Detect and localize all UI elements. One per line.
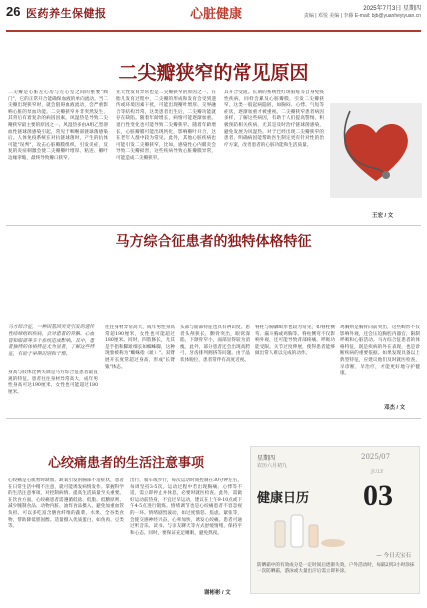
section-title: 心脏健康 [190,6,243,21]
issue-date: 2025年7月3日 星期四 [363,6,421,12]
article2-col5: 鸡胸则是胸骨向前突出，这些畸形不仅影响外观，还会压迫胸腔内器官，限制呼吸和心脏活动。马方综合征患者的体格特征，既是疾病的外在表现，也是诊断疾病的重要依据。如果发现具备以上典型特征，应建议他们及时就医检查，早诊断，早治疗，才能更好地守护健康。 [340,325,420,377]
divider-2 [6,418,421,419]
article1-col1: 二尖瓣是心脏左心房与左心室之间的重要"阀门"，它的正常开合能确保血液的单向流动。当二尖瓣出现狭窄时，就会阻碍血液流动，会严重影响心脏的泵血功能。二尖瓣狭窄并非突然发生，其背后有着复杂的病因因素。风湿热是导致二尖瓣狭窄最主要的原因之一。风湿热多由A组乙型溶血性链球菌感染引起，常见于咽喉部链球菌感染后。人体免疫系统在对抗链球菌时，产生的抗体可能"误判"，攻击心脏瓣膜组织，引发炎症，反复的炎症刺激会使二尖瓣瓣叶增厚、粘连、瓣叶边缘挛缩，最终导致瓣口狭窄。 [8,90,108,161]
article3-title: 心绞痛患者的生活注意事项 [48,456,205,471]
divider-1 [6,225,421,226]
article2-col3: 头部与面部特征也具有辨识度。患者头颅狭长，颧骨突出，眼窝深陷，下颌骨窄小，面部显得较为消瘦。此外，部分患者还会出现高腭弓、牙齿排列拥挤等问题。由于晶状体脱位，患者常伴有高度近视。 [180,325,250,363]
article1-col2: 先天性发育异常也是二尖瓣狭窄的原因之一。在胎儿发育过程中，二尖瓣的形成和发育会受到遗传或环境因素干扰，可能出现瓣叶增厚、交界融合等结构异常，这类患者出生后，二尖瓣功能就存在缺陷。随着年龄增长，病情可能逐渐加重。退行性变化也可能导致二尖瓣狭窄。随着年龄增长，心脏瓣膜可能出现钙化，影响瓣叶开合，这在老年人群中较为常见。此外，其他心脏疾病也可能引发二尖瓣狭窄，比如，感染性心内膜炎会导致二尖瓣损害，这些疾病导致心脏瓣膜异常，可能造成二尖瓣狭窄。 [116,90,216,161]
article3-col2: 出行，骑车或步行，每次运动时间控制在30分钟左右，每周坚持3-5次。运动过程中若出现胸痛、心悸等不适，需立即停止并休息，必要时就医检查。此外，需做好运动前热身，不宜过早运动，建议在上午9-10点或下午4-5点进行锻炼。情绪调节也是心绞痛患者不容忽视的一环。情绪剧烈波动，如过度愤怒、焦虑、紧张等，会使交感神经兴奋，心率加快，诱发心绞痛。患者可通过听音乐、读书、与亲友聊天等方式舒缓情绪，保持平和心态。同时，要保证充足睡眠，避免熬夜。 [130,478,242,536]
page-number: 26 [6,4,21,19]
health-calendar [250,446,420,594]
article1-col3: 其开合受阻。长期的系统性红斑狼疮等自身免疫性疾病，同样会累及心脏瓣膜，引发二尖瓣狭窄。这类一般起病隐匿，如胸闷、心悸、气短等症状，逐渐加重才被重视。二尖瓣狭窄患者病因多样，了解这些病因，有助于人们提高警惕，积极预防相关疾病，尤其是及时治疗链球菌感染，避免发展为风湿热。对于已经出现二尖瓣狭窄的患者，明确病因能帮助医生制定更有针对性的治疗方案，改善患者的心脏功能和生活质量。 [224,90,324,148]
calendar-title: 健康日历 [257,491,310,506]
editors-line: 责编 | 邓悦 美编 | 李藤 E-mail: bjb@yuanheyiyuan.cn [303,13,421,19]
cosmetics-illustration [271,511,351,549]
calendar-lunar: 农历六月初九 [257,463,288,469]
article2-byline: 邓杰 / 文 [384,405,406,411]
header-rule [6,30,421,32]
article3-col1: 心绞痛是心肌暂时缺血、缺氧引发的胸部不适症状，患者在日常生活中稍不注意，就可能诱发病情发作。掌握科学的生活注意事项，对控制病情、提高生活质量至关重要。在饮食方面，心绞痛患者需遵循低盐、低脂、低糖原则，减少腌制食品、动物内脏、油炸食品摄入，避免加重血管负担。可以多吃富含膳食纤维的蔬菜、水果、全谷类食物，帮助降低胆固醇。适量摄入优质蛋白，如鱼肉、豆类等。 [8,478,124,530]
article2-col1: 身高与肢体比例失调是马方综合征患者最直观的特征。患者往往身材异常高大，成年男性身高可达190厘米，女性也可能超过180厘米。 [8,370,98,395]
article2-title: 马方综合征患者的独特体格特征 [115,234,312,250]
article3-byline: 谢彬彬 / 文 [204,590,231,596]
calendar-year-month: 2025/07 [361,453,391,461]
calendar-weekday: 星期四 [257,456,276,462]
article1-title: 二尖瓣狭窄的常见原因 [118,62,309,84]
calendar-signature: — 今日天宝石 [376,553,411,559]
calendar-day: 03 [363,479,393,512]
article2-lead: 马方综合征，一种因基因突变引发的遗传性结缔组织疾病，会对患者的骨骼、心血管和眼部等多个系统造成影响。其中，患者独特的体格特征尤为显著，了解这些特征，有助于早期识别和干预。 [8,325,95,358]
calendar-month-en: JULY [371,469,384,475]
heart-stethoscope-image [330,103,422,198]
paper-name: 医药养生保健报 [26,7,107,20]
article2-col4: 脊柱与胸廓畸形也较为常见，如脊柱侧弯、漏斗胸或鸡胸等。脊柱侧弯不仅影响外观，还可能导致背部疼痛、呼吸功能受限。关节过度伸展，使得患者能够做出常人难以完成的动作。 [255,325,335,357]
calendar-note: 防晒霜中的有效成分是一定时间后逐渐失效，户外活动时，每隔2到3小时涂抹一次防晒霜，游泳或大量出汗后需立即补涂。 [257,563,415,575]
article1-byline: 王宏 / 文 [372,213,394,219]
masthead [0,0,427,32]
article2-col2: 往往身材异常高大，成年男性身高常超190厘米，女性也可能超过180厘米。同时，四肢修长，尤其是手指和脚趾细长如蜘蛛脚，这种现象被称为"蜘蛛指（趾）"。双臂展开长度常超过身高，形成"长臂猿"体态。 [105,325,175,370]
